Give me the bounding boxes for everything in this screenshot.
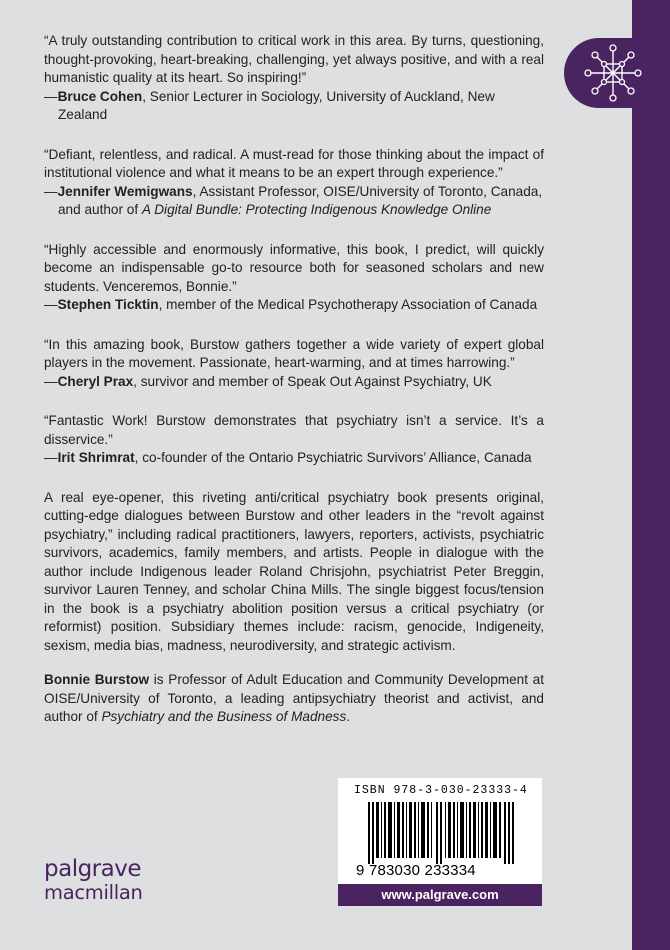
- publisher-url[interactable]: www.palgrave.com: [338, 884, 542, 906]
- em-dash: —: [44, 297, 58, 312]
- cover-text: [44, 32, 544, 727]
- author-bio-end: .: [346, 709, 351, 724]
- book-synopsis: A real eye-opener, this riveting anti/critical psychiatry book presents original, cutting-edge dialogues between Burstow and other leaders in the “revolt against psychiatry,” including radical practitioners, lawyers, reporters, activists, psychiatric survivors, academics, family members, and artists. People in dialogue with the author include Indigenous leader Roland Chrisjohn, psychiatrist Peter Breggin, survivor Lauren Tenney, and scholar China Mills. The single biggest focus/tension in the book is a psychiatry abolition position versus a critical psychiatry (or reformist) position. Subsidiary themes include: racism, genocide, Indigeneity, sexism, media bias, madness, neurodiversity, and strategic activism.: [44, 489, 544, 653]
- endorser-name: Bruce Cohen: [57, 88, 143, 104]
- endorsement: [44, 412, 544, 468]
- endorsement: [44, 146, 544, 220]
- barcode-graphic: [368, 802, 516, 864]
- endorsement-quote: “In this amazing book, Burstow gathers together a wide variety of expert global players in the movement. Passionate, heart-warming, and at times harrowing.”: [44, 336, 544, 370]
- endorser-affiliation: , survivor and member of Speak Out Against Psychiatry, UK: [133, 373, 492, 389]
- endorser-name: Irit Shrimrat: [57, 450, 135, 465]
- palgrave-network-icon: [582, 42, 644, 104]
- endorsement-attribution: [44, 296, 544, 315]
- publisher-logo: [44, 858, 143, 904]
- endorsement-quote: “Defiant, relentless, and radical. A must-read for those thinking about the impact of institutional violence and what it means to be an expert through experience.”: [44, 146, 544, 180]
- endorser-book-title: A Digital Bundle: Protecting Indigenous Knowledge Online: [141, 202, 492, 217]
- endorser-name: Cheryl Prax: [57, 373, 134, 389]
- endorser-affiliation: , member of the Medical Psychotherapy Association of Canada: [158, 297, 538, 312]
- endorsement-quote: “A truly outstanding contribution to critical work in this area. By turns, questioning, thought-provoking, heart-breaking, challenging, yet always positive, and with a real humanistic quality at its heart. So inspiring!”: [44, 33, 544, 85]
- endorsement-attribution: [44, 183, 544, 220]
- author-bio-text: is Professor of Adult Education and Community Development at OISE/University of Toronto, a leading antipsychiatry theorist and activist, and author of: [44, 672, 544, 724]
- endorsement-quote: “Highly accessible and enormously informative, this book, I predict, will quickly become an indispensable go-to resource both for seasoned scholars and new students. Venceremos, Bonnie.”: [44, 241, 544, 294]
- author-bio: [44, 671, 544, 727]
- spine-logo-tab: [564, 38, 670, 108]
- endorser-affiliation: , Assistant Professor, OISE/University of Toronto, Canada, and author of: [58, 183, 543, 217]
- isbn-barcode-panel: [338, 778, 542, 906]
- endorsement: [44, 32, 544, 125]
- em-dash: —: [44, 88, 58, 104]
- author-book-title: Psychiatry and the Business of Madness: [101, 709, 347, 724]
- em-dash: —: [44, 373, 58, 389]
- author-name: Bonnie Burstow: [44, 672, 150, 687]
- em-dash: —: [44, 450, 58, 465]
- endorsement: [44, 336, 544, 392]
- publisher-name-line2: macmillan: [44, 881, 143, 904]
- spine-strip: [632, 0, 670, 950]
- endorsement-attribution: [44, 373, 544, 392]
- endorser-affiliation: , Senior Lecturer in Sociology, University of Auckland, New Zealand: [58, 88, 495, 122]
- endorser-name: Stephen Ticktin: [57, 297, 159, 312]
- endorser-name: Jennifer Wemigwans: [57, 183, 193, 199]
- endorsement-attribution: [44, 449, 544, 468]
- publisher-name-line1: palgrave: [44, 856, 141, 882]
- endorser-affiliation: , co-founder of the Ontario Psychiatric Survivors’ Alliance, Canada: [134, 450, 532, 465]
- barcode-digits: 9 783030 233334: [356, 862, 476, 879]
- isbn-number: ISBN 978-3-030-23333-4: [354, 784, 528, 797]
- endorsement-attribution: [44, 88, 544, 125]
- em-dash: —: [44, 183, 58, 199]
- endorsement-quote: “Fantastic Work! Burstow demonstrates that psychiatry isn’t a service. It’s a disservice.”: [44, 413, 544, 447]
- endorsement: [44, 241, 544, 315]
